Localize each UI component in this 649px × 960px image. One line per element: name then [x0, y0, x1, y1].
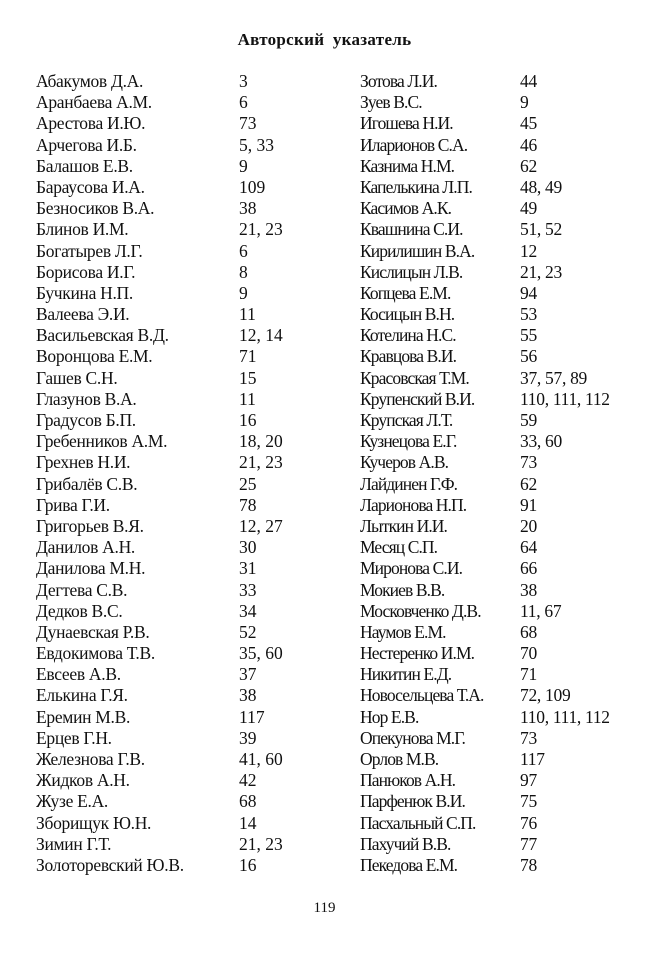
index-entry: [36, 707, 336, 728]
page-references: 16: [239, 410, 257, 430]
page-references: 52: [239, 621, 257, 642]
index-entry: [360, 643, 630, 664]
index-entry: [36, 855, 336, 876]
page-references: 64: [520, 537, 537, 558]
page-references: 37: [239, 664, 257, 685]
author-name: Нор Е.В.: [360, 706, 419, 727]
page-references: 117: [520, 749, 545, 769]
author-name: Панюков А.Н.: [360, 770, 456, 791]
index-entry: [36, 770, 336, 791]
index-entry: [36, 304, 336, 325]
index-entry: [360, 558, 630, 579]
page-references: 55: [520, 325, 537, 346]
author-name: Васильевская В.Д.: [36, 325, 169, 346]
page-references: 109: [239, 176, 266, 197]
page-references: 35, 60: [239, 643, 283, 664]
author-name: Градусов Б.П.: [36, 410, 136, 430]
author-name: Косицын В.Н.: [360, 304, 455, 325]
index-entry: [360, 855, 630, 876]
page-references: 16: [239, 854, 257, 875]
page-references: 33, 60: [520, 431, 562, 452]
author-name: Блинов И.М.: [36, 219, 129, 240]
index-entry: [360, 834, 630, 855]
author-name: Наумов Е.М.: [360, 621, 446, 642]
index-entry: [360, 241, 630, 262]
author-name: Дедков В.С.: [36, 600, 123, 621]
author-name: Григорьев В.Я.: [36, 515, 144, 536]
page-references: 5, 33: [239, 134, 274, 155]
page-references: 51, 52: [520, 219, 562, 240]
page-references: 9: [520, 92, 529, 113]
author-name: Кирилишин В.А.: [360, 240, 475, 261]
page-references: 11: [239, 388, 256, 409]
index-entry: [360, 92, 630, 113]
index-entry: [360, 474, 630, 495]
index-entry: [36, 452, 336, 473]
author-name: Месяц С.П.: [360, 537, 438, 558]
author-name: Опекунова М.Г.: [360, 727, 465, 748]
index-entry: [360, 113, 630, 134]
page-references: 21, 23: [239, 219, 283, 240]
author-name: Балашов Е.В.: [36, 155, 133, 176]
author-name: Парфенюк В.И.: [360, 791, 465, 812]
page-references: 110, 111, 112: [520, 388, 610, 409]
index-entry: [36, 813, 336, 834]
author-index-right-column: [360, 71, 630, 876]
page-references: 18, 20: [239, 431, 283, 452]
index-entry: [36, 283, 336, 304]
author-name: Золоторевский Ю.В.: [36, 854, 184, 875]
page-references: 12, 27: [239, 515, 283, 536]
index-entry: [360, 262, 630, 283]
author-name: Дегтева С.В.: [36, 579, 128, 600]
index-entry: [36, 177, 336, 198]
page-references: 44: [520, 71, 537, 91]
author-name: Пахучий В.В.: [360, 833, 451, 854]
index-entry: [36, 495, 336, 516]
page-references: 25: [239, 473, 257, 494]
index-entry: [36, 601, 336, 622]
page-references: 110, 111, 112: [520, 706, 610, 727]
author-name: Арчегова И.Б.: [36, 134, 137, 155]
author-name: Безносиков В.А.: [36, 198, 155, 219]
page-references: 72, 109: [520, 685, 571, 706]
page-references: 62: [520, 473, 537, 494]
page-references: 6: [239, 92, 248, 113]
page-references: 42: [239, 770, 257, 791]
author-name: Кучеров А.В.: [360, 452, 449, 473]
page-references: 9: [239, 282, 248, 303]
author-name: Никитин Е.Д.: [360, 664, 452, 685]
index-entry: [360, 71, 630, 92]
page-references: 78: [239, 494, 257, 515]
page-references: 21, 23: [520, 261, 562, 282]
page-references: 94: [520, 282, 537, 303]
author-name: Кравцова В.И.: [360, 346, 457, 367]
index-entry: [360, 728, 630, 749]
author-name: Жидков А.Н.: [36, 770, 130, 791]
index-entry: [360, 431, 630, 452]
author-name: Иларионов С.А.: [360, 134, 468, 155]
author-name: Орлов М.В.: [360, 749, 439, 769]
page-references: 34: [239, 600, 257, 621]
author-name: Железнова Г.В.: [36, 749, 145, 769]
author-name: Арестова И.Ю.: [36, 113, 146, 134]
page-references: 68: [239, 791, 257, 812]
page-references: 8: [239, 261, 248, 282]
page-references: 71: [239, 346, 257, 367]
author-name: Дунаевская Р.В.: [36, 621, 150, 642]
index-entry: [36, 410, 336, 431]
page-references: 73: [520, 727, 537, 748]
index-entry: [360, 410, 630, 431]
author-name: Гашев С.Н.: [36, 367, 118, 388]
page-references: 73: [239, 113, 257, 134]
page-references: 21, 23: [239, 452, 283, 473]
author-name: Зуев В.С.: [360, 92, 422, 113]
page-references: 9: [239, 155, 248, 176]
page-references: 91: [520, 494, 537, 515]
author-name: Касимов А.К.: [360, 198, 452, 219]
page-references: 76: [520, 812, 537, 833]
index-entry: [360, 580, 630, 601]
index-entry: [36, 580, 336, 601]
page-references: 21, 23: [239, 833, 283, 854]
page-references: 11: [239, 304, 256, 325]
page-references: 38: [239, 198, 257, 219]
author-name: Евдокимова Т.В.: [36, 643, 155, 664]
page-references: 45: [520, 113, 537, 134]
author-name: Глазунов В.А.: [36, 388, 137, 409]
author-name: Бараусова И.А.: [36, 176, 145, 197]
page-references: 71: [520, 664, 537, 685]
index-entry: [360, 304, 630, 325]
author-index-left-column: [36, 71, 336, 876]
index-entry: [36, 92, 336, 113]
page-references: 49: [520, 198, 537, 219]
index-entry: [360, 283, 630, 304]
index-entry: [360, 685, 630, 706]
index-entry: [36, 685, 336, 706]
page-references: 30: [239, 537, 257, 558]
page-references: 75: [520, 791, 537, 812]
author-name: Ларионова Н.П.: [360, 494, 467, 515]
author-name: Аранбаева А.М.: [36, 92, 152, 113]
page-references: 37, 57, 89: [520, 367, 588, 388]
author-name: Лайдинен Г.Ф.: [360, 473, 458, 494]
author-name: Данилова М.Н.: [36, 558, 146, 579]
page-references: 15: [239, 367, 257, 388]
index-entry: [36, 664, 336, 685]
index-entry: [360, 198, 630, 219]
index-entry: [360, 156, 630, 177]
page-references: 3: [239, 71, 248, 91]
page-references: 78: [520, 854, 537, 875]
index-entry: [36, 558, 336, 579]
page-references: 48, 49: [520, 176, 562, 197]
author-name: Игошева Н.И.: [360, 113, 453, 134]
page-references: 77: [520, 833, 537, 854]
author-name: Данилов А.Н.: [36, 537, 135, 558]
index-entry: [360, 791, 630, 812]
page-references: 59: [520, 410, 537, 430]
index-entry: [36, 474, 336, 495]
index-entry: [360, 495, 630, 516]
page-references: 31: [239, 558, 257, 579]
index-entry: [360, 177, 630, 198]
page-references: 38: [520, 579, 537, 600]
author-name: Елькина Г.Я.: [36, 685, 128, 706]
index-entry: [360, 325, 630, 346]
index-entry: [36, 834, 336, 855]
author-name: Борисова И.Г.: [36, 261, 136, 282]
index-entry: [36, 156, 336, 177]
author-name: Воронцова Е.М.: [36, 346, 153, 367]
page-references: 11, 67: [520, 600, 562, 621]
author-name: Богатырев Л.Г.: [36, 240, 143, 261]
index-entry: [36, 262, 336, 283]
index-entry: [36, 346, 336, 367]
author-name: Лыткин И.И.: [360, 515, 448, 536]
author-name: Кузнецова Е.Г.: [360, 431, 457, 452]
index-entry: [360, 813, 630, 834]
index-entry: [360, 537, 630, 558]
index-entry: [36, 198, 336, 219]
page-references: 53: [520, 304, 537, 325]
author-name: Красовская Т.М.: [360, 367, 469, 388]
index-entry: [36, 71, 336, 92]
index-entry: [360, 452, 630, 473]
author-name: Абакумов Д.А.: [36, 71, 144, 91]
author-name: Зимин Г.Т.: [36, 833, 112, 854]
index-entry: [360, 601, 630, 622]
page-number: 119: [313, 900, 336, 916]
author-name: Гребенников А.М.: [36, 431, 168, 452]
index-entry: [36, 325, 336, 346]
author-name: Евсеев А.В.: [36, 664, 121, 685]
page-references: 46: [520, 134, 537, 155]
index-entry: [36, 749, 336, 770]
index-entry: [36, 791, 336, 812]
author-name: Грибалёв С.В.: [36, 473, 138, 494]
author-name: Новосельцева Т.А.: [360, 685, 484, 706]
author-name: Квашнина С.И.: [360, 219, 463, 240]
author-name: Грехнев Н.И.: [36, 452, 131, 473]
page-references: 41, 60: [239, 749, 283, 769]
page-references: 6: [239, 240, 248, 261]
index-entry: [360, 749, 630, 770]
author-name: Казнима Н.М.: [360, 155, 455, 176]
author-name: Нестеренко И.М.: [360, 643, 475, 664]
author-name: Московченко Д.В.: [360, 600, 481, 621]
author-name: Котелина Н.С.: [360, 325, 456, 346]
index-entry: [360, 389, 630, 410]
index-entry: [36, 537, 336, 558]
index-entry: [36, 431, 336, 452]
index-entry: [360, 770, 630, 791]
author-name: Грива Г.И.: [36, 494, 110, 515]
page-title: Авторский указатель: [237, 30, 412, 49]
page-references: 66: [520, 558, 537, 579]
page-references: 73: [520, 452, 537, 473]
index-entry: [360, 368, 630, 389]
author-name: Пекедова Е.М.: [360, 854, 458, 875]
author-name: Миронова С.И.: [360, 558, 463, 579]
author-name: Капелькина Л.П.: [360, 176, 472, 197]
index-entry: [36, 135, 336, 156]
index-entry: [36, 241, 336, 262]
author-name: Кислицын Л.В.: [360, 261, 463, 282]
index-entry: [360, 622, 630, 643]
index-entry: [360, 707, 630, 728]
author-name: Еремин М.В.: [36, 706, 131, 727]
page-references: 12, 14: [239, 325, 283, 346]
author-name: Копцева Е.М.: [360, 282, 451, 303]
index-entry: [36, 389, 336, 410]
index-entry: [36, 368, 336, 389]
page-references: 14: [239, 812, 257, 833]
author-name: Ерцев Г.Н.: [36, 727, 112, 748]
index-entry: [36, 728, 336, 749]
page-references: 97: [520, 770, 537, 791]
author-name: Мокиев В.В.: [360, 579, 445, 600]
author-name: Крупская Л.Т.: [360, 410, 453, 430]
page-references: 39: [239, 727, 257, 748]
index-entry: [360, 346, 630, 367]
page-references: 20: [520, 515, 537, 536]
author-name: Жузе Е.А.: [36, 791, 109, 812]
index-entry: [36, 516, 336, 537]
index-entry: [360, 219, 630, 240]
page-references: 70: [520, 643, 537, 664]
page-references: 117: [239, 706, 265, 727]
page-references: 68: [520, 621, 537, 642]
index-entry: [360, 135, 630, 156]
index-entry: [36, 113, 336, 134]
author-name: Зотова Л.И.: [360, 71, 437, 91]
index-entry: [360, 664, 630, 685]
index-entry: [36, 622, 336, 643]
author-name: Зборищук Ю.Н.: [36, 812, 152, 833]
index-entry: [360, 516, 630, 537]
author-name: Бучкина Н.П.: [36, 282, 133, 303]
page-references: 12: [520, 240, 537, 261]
page-references: 62: [520, 155, 537, 176]
author-name: Крупенский В.И.: [360, 388, 475, 409]
page-references: 38: [239, 685, 257, 706]
author-name: Валеева Э.И.: [36, 304, 130, 325]
index-entry: [36, 219, 336, 240]
index-entry: [36, 643, 336, 664]
author-name: Пасхальный С.П.: [360, 812, 476, 833]
page-references: 56: [520, 346, 537, 367]
page-references: 33: [239, 579, 257, 600]
